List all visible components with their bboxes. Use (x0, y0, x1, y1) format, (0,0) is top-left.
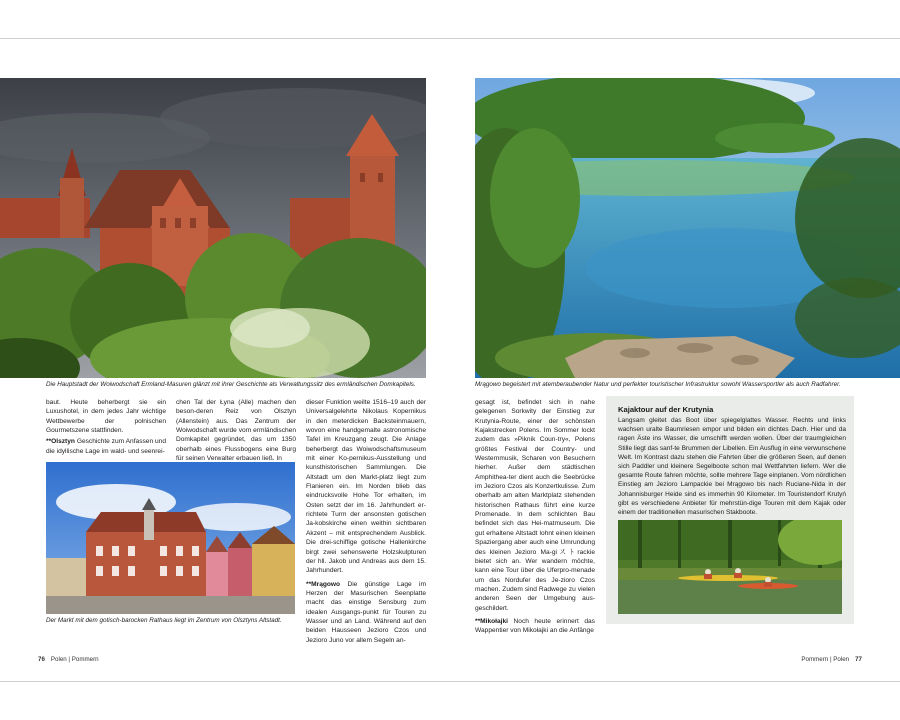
page-folio-left (32, 656, 99, 663)
body-text: dieser Funktion weilte 1516–19 auch der Universalgelehrte Nikolaus Kopernikus in den meterdicken Backsteinmauern, wovon eine handgemalte astronomische Tafel im Kreuzgang zeugt. Die Anlage beherbergt das Woiwodschaftsmuseum mit einer Ko-pernikus-Ausstellung und kunsthistorischen Sammlungen. Die Altstadt um den Markt-platz liegt zum Flanieren ein. Im Norden blieb das eindrucksvolle Hohe Tor erhalten, im Osten setzt der im 16. Jahrhundert er-richtete Turm der ansonsten gotischen Ja-kobskirche einen weithin sichtbaren Akzent – mit entsprechendem Ausblick. Die drei-schiffige gotische Hallenkirche birgt zwei sehenswerte Holzskulpturen der hll. Jakob und Andreas aus dem 15. Jahrhundert. (306, 399, 426, 575)
section-lead: **Mikołajki (475, 617, 508, 625)
kayak-photo (618, 520, 842, 614)
text-column (46, 398, 166, 456)
kayak-tour-infobox (606, 396, 854, 624)
body-text: Noch heute erinnert das Wappentier von Mikołajki an die Anfänge (475, 617, 595, 635)
infobox-title: Kajaktour auf der Krutynia (618, 405, 714, 414)
body-text: gesagt ist, befindet sich in nahe gelegenen Sorkwity der Einstieg zur Krutynia-Route, einer der schönsten Kajakstrecken Polens. Im Sommer lockt zudem das »Piknik Coun-try«, Polens größtes Festival der Country- und Westernmusik, Scharen von Besuchern hierher. Außer dem städtischen Amphithea-ter dient auch die Seebrücke im Jezioro Czos als Konzertkulisse. Zum oberhalb am alten Marktplatz stehenden historischen Rathaus führt eine kurze Promenade. In dem schlichten Bau befindet sich das Hei-matmuseum. Die gut erhaltene Altstadt lohnt einen kleinen Spaziergang aber auch eine Umrundung des kleinen Jezioro Ma-giストrackie bietet sich an. Wer wandern möchte, kann eine Tour über die Uferpro-menade um das Nordufer des Je-zioro Czos machen. Zudem sind Radwege zu vielen anderen Seen der Umgebung aus-geschildert. (475, 399, 595, 612)
text-column (176, 398, 296, 463)
page-folio-right (801, 656, 868, 663)
body-text: baut. Heute beherbergt sie ein Luxushotel, in dem jedes Jahr wichtige Wettbewerbe der polnischen Gourmetszene stattfinden. (46, 399, 166, 435)
running-head: Polen | Pommern (50, 656, 99, 663)
market-photo-caption: Der Markt mit dem gotisch-barocken Rathaus liegt im Zentrum von Olsztyns Altstadt. (46, 617, 282, 624)
text-column (306, 398, 426, 645)
infobox-text: Langsam gleitet das Boot über spiegelglattes Wasser. Rechts und links wachsen uralte Baumriesen empor und bilden ein dichtes Dach. Hier und da ragen Äste ins Wasser, die umschifft werden wollen. Über der traumgleichen Stille liegt das sanf-te Brummen der Libellen. Ein Ausflug in eine verwunschene Welt. Im Kontrast dazu stehen die Fahrten über die größeren Seen, auf denen sich Paddler und kleinere Segelboote schon mal Wettfahrten liefern. Wer die gesamte Route fahren möchte, sollte mehrere Tage einplanen. Vom nördlichen Einstieg am Jezioro Lampackie bei Mrągowo bis nach Ruciane-Nida in der Johannisburger Heide sind es immerhin 90 Kilometer. Im Touristendorf Krutyń gibt es verschiedene Anbieter für mehrstün-dige Touren mit dem Kajak oder einem der traditionellen masurischen Stakboote. (618, 417, 846, 517)
section-lead: **Mrągowo (306, 580, 341, 588)
lake-photo-caption: Mrągowo begeistert mit atemberaubender Natur und perfekter touristischer Infrastruktur sowohl Wassersportler als auch Radfahrer. (475, 381, 841, 388)
section-lead: **Olsztyn (46, 438, 75, 446)
lake-photo (475, 78, 900, 378)
castle-photo (0, 78, 426, 378)
text-column (475, 398, 595, 636)
page-number: 77 (855, 656, 862, 663)
castle-photo-caption: Die Hauptstadt der Woiwodschaft Ermland-Masuren glänzt mit ihrer Geschichte als Verwaltungssitz des ermländischen Domkapitels. (46, 381, 416, 388)
body-text: Die günstige Lage im Herzen der Masurischen Seenplatte macht das einstige Sensburg zum idealen Ausgangs-punkt für Touren zu Wasser und an Land. Während auf den beiden Hausseen Jezioro Czos und Jezioro Juno vor allem Segeln an- (306, 580, 426, 644)
body-text: chen Tal der Łyna (Alle) machen den beson-deren Reiz von Olsztyn (Allenstein) aus. Das Zentrum der Woiwodschaft wurde vom ermländischen Domkapitel gegründet, das um 1350 oberhalb eines Flussbogens eine Burg für seinen Verwalter erbauen ließ. In (176, 399, 296, 463)
page-number: 76 (38, 656, 45, 663)
running-head: Pommern | Polen (801, 656, 850, 663)
body-text: Geschichte zum Anfassen und die idyllische Lage im wald- und seenrei- (46, 438, 166, 455)
market-square-photo (46, 462, 295, 614)
